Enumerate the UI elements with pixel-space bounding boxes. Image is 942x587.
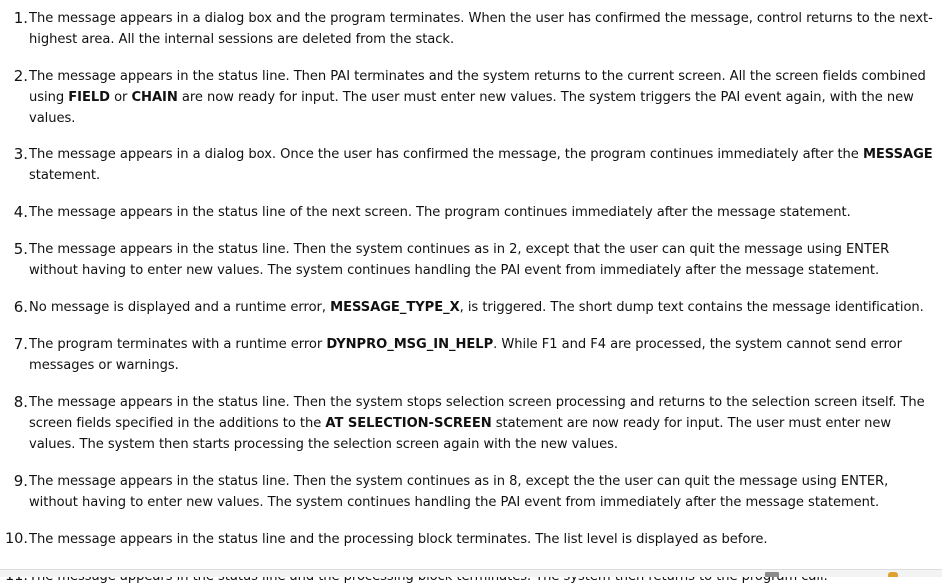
list-item [0, 529, 942, 550]
item-text: The message appears in the status line. Then the system continues as in 8, except the the user can quit the message using ENTER, without having to enter new values. The system continues handling the PAI event from immediately after the message statement. [29, 474, 889, 510]
notification-icon [888, 572, 898, 577]
item-text: No message is displayed and a runtime error, MESSAGE_TYPE_X, is triggered. The short dump text contains the message identification. [29, 300, 924, 315]
item-number: 8. [13, 393, 28, 411]
item-number: 2. [13, 67, 28, 85]
keyword-chain: CHAIN [131, 90, 178, 105]
item-number: 10. [4, 531, 28, 547]
list-item [0, 297, 942, 318]
item-number: 1. [13, 9, 28, 27]
item-text: The message appears in a dialog box. Once the user has confirmed the message, the program continues immediately after the MESSAGE statement. [29, 147, 933, 183]
keyword-dynpro-msg-in-help: DYNPRO_MSG_IN_HELP [326, 337, 494, 352]
item-text: The message appears in the status line. Then the system continues as in 2, except that the user can quit the message using ENTER without having to enter new values. The system continues handling the PAI event from immediately after the message statement. [29, 242, 890, 278]
item-number: 6. [13, 298, 28, 316]
item-text: The message appears in the status line. Then PAI terminates and the system returns to the current screen. All the screen fields combined using FIELD or CHAIN are now ready for input. The user must enter new values. The system triggers the PAI event again, with the new values. [29, 69, 926, 126]
keyword-message-type-x: MESSAGE_TYPE_X [330, 300, 460, 315]
item-number: 7. [13, 335, 28, 353]
app-icon [765, 572, 779, 577]
item-number: 4. [13, 203, 28, 221]
list-item [0, 202, 942, 223]
item-text: The message appears in the status line of the next screen. The program continues immediately after the message statement. [29, 205, 851, 220]
list-item [0, 471, 942, 513]
item-number: 9. [13, 472, 28, 490]
list-item [0, 334, 942, 376]
item-text: The message appears in the status line and the processing block terminates. The list level is displayed as before. [29, 532, 768, 547]
item-text: The message appears in a dialog box and the program terminates. When the user has confirmed the message, control returns to the next-highest area. All the internal sessions are deleted from the stack. [29, 11, 933, 47]
item-number: 5. [13, 240, 28, 258]
item-text: The program terminates with a runtime error DYNPRO_MSG_IN_HELP. While F1 and F4 are processed, the system cannot send error messages or warnings. [29, 337, 902, 373]
list-item [0, 8, 942, 50]
keyword-field: FIELD [68, 90, 110, 105]
item-text: The message appears in the status line. Then the system stops selection screen processing and returns to the selection screen itself. The screen fields specified in the additions to the AT SELECTION-SCREEN statement are now ready for input. The user must enter new values. The system then starts processing the selection screen again with the new values. [29, 395, 925, 452]
list-item [0, 66, 942, 129]
taskbar-strip [0, 569, 942, 577]
keyword-message: MESSAGE [862, 147, 933, 162]
list-item [0, 144, 942, 186]
list-item [0, 239, 942, 281]
list-item [0, 392, 942, 455]
keyword-at-selection-screen: AT SELECTION-SCREEN [325, 416, 492, 431]
item-number: 3. [13, 145, 28, 163]
